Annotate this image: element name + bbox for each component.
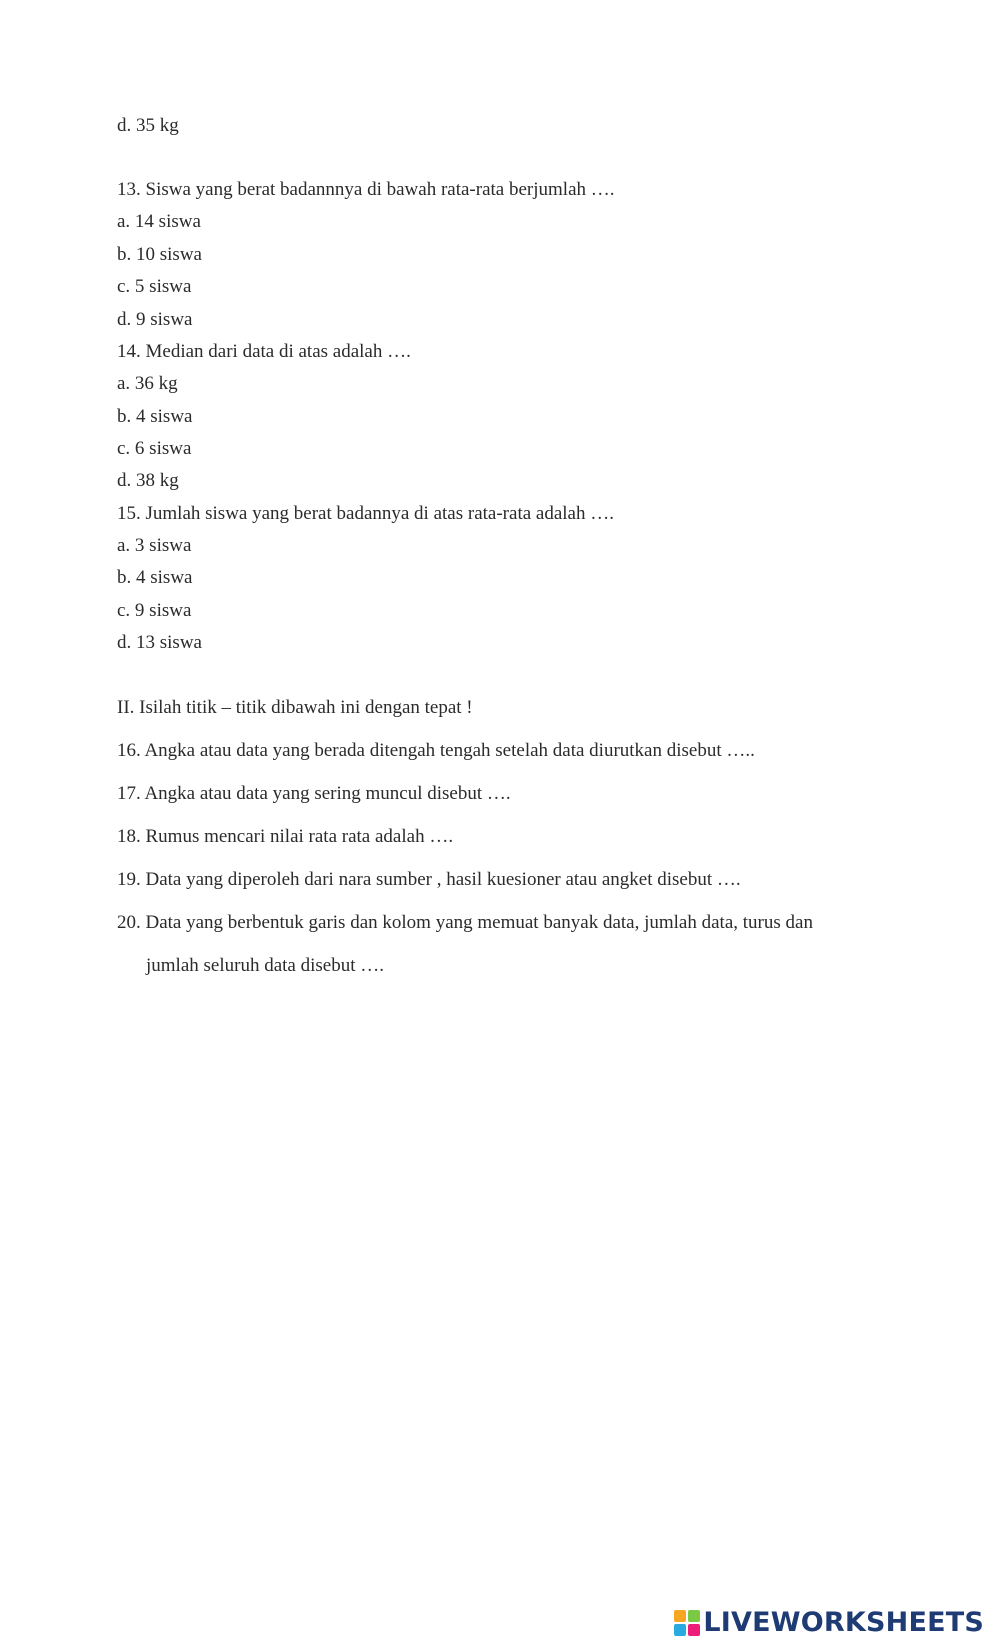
answer-option: d. 35 kg <box>117 115 179 136</box>
section-heading: II. Isilah titik – titik dibawah ini dengan tepat ! <box>117 697 473 718</box>
question-17: 17. Angka atau data yang sering muncul disebut …. <box>117 783 511 804</box>
question-14: 14. Median dari data di atas adalah …. <box>117 341 411 362</box>
liveworksheets-logo-icon <box>674 1610 700 1636</box>
logo-text: LIVEWORKSHEETS <box>703 1607 984 1638</box>
answer-option: d. 9 siswa <box>117 309 193 330</box>
question-18: 18. Rumus mencari nilai rata rata adalah …. <box>117 826 454 847</box>
answer-option: d. 38 kg <box>117 470 179 491</box>
answer-option: c. 9 siswa <box>117 600 192 621</box>
answer-option: c. 6 siswa <box>117 438 192 459</box>
liveworksheets-logo <box>674 1607 984 1639</box>
logo-tile <box>674 1624 686 1636</box>
question-13: 13. Siswa yang berat badannnya di bawah rata-rata berjumlah …. <box>117 179 615 200</box>
answer-option: b. 4 siswa <box>117 406 193 427</box>
question-20-continuation: jumlah seluruh data disebut …. <box>146 955 384 976</box>
answer-option: a. 36 kg <box>117 373 178 394</box>
answer-option: b. 10 siswa <box>117 244 202 265</box>
question-15: 15. Jumlah siswa yang berat badannya di atas rata-rata adalah …. <box>117 503 614 524</box>
answer-option: a. 14 siswa <box>117 211 201 232</box>
answer-option: d. 13 siswa <box>117 632 202 653</box>
answer-option: c. 5 siswa <box>117 276 192 297</box>
question-20: 20. Data yang berbentuk garis dan kolom yang memuat banyak data, jumlah data, turus dan <box>117 912 813 933</box>
logo-tile <box>674 1610 686 1622</box>
question-16: 16. Angka atau data yang berada ditengah tengah setelah data diurutkan disebut ….. <box>117 740 755 761</box>
answer-option: b. 4 siswa <box>117 567 193 588</box>
logo-tile <box>688 1610 700 1622</box>
logo-tile <box>688 1624 700 1636</box>
answer-option: a. 3 siswa <box>117 535 192 556</box>
question-19: 19. Data yang diperoleh dari nara sumber , hasil kuesioner atau angket disebut …. <box>117 869 741 890</box>
